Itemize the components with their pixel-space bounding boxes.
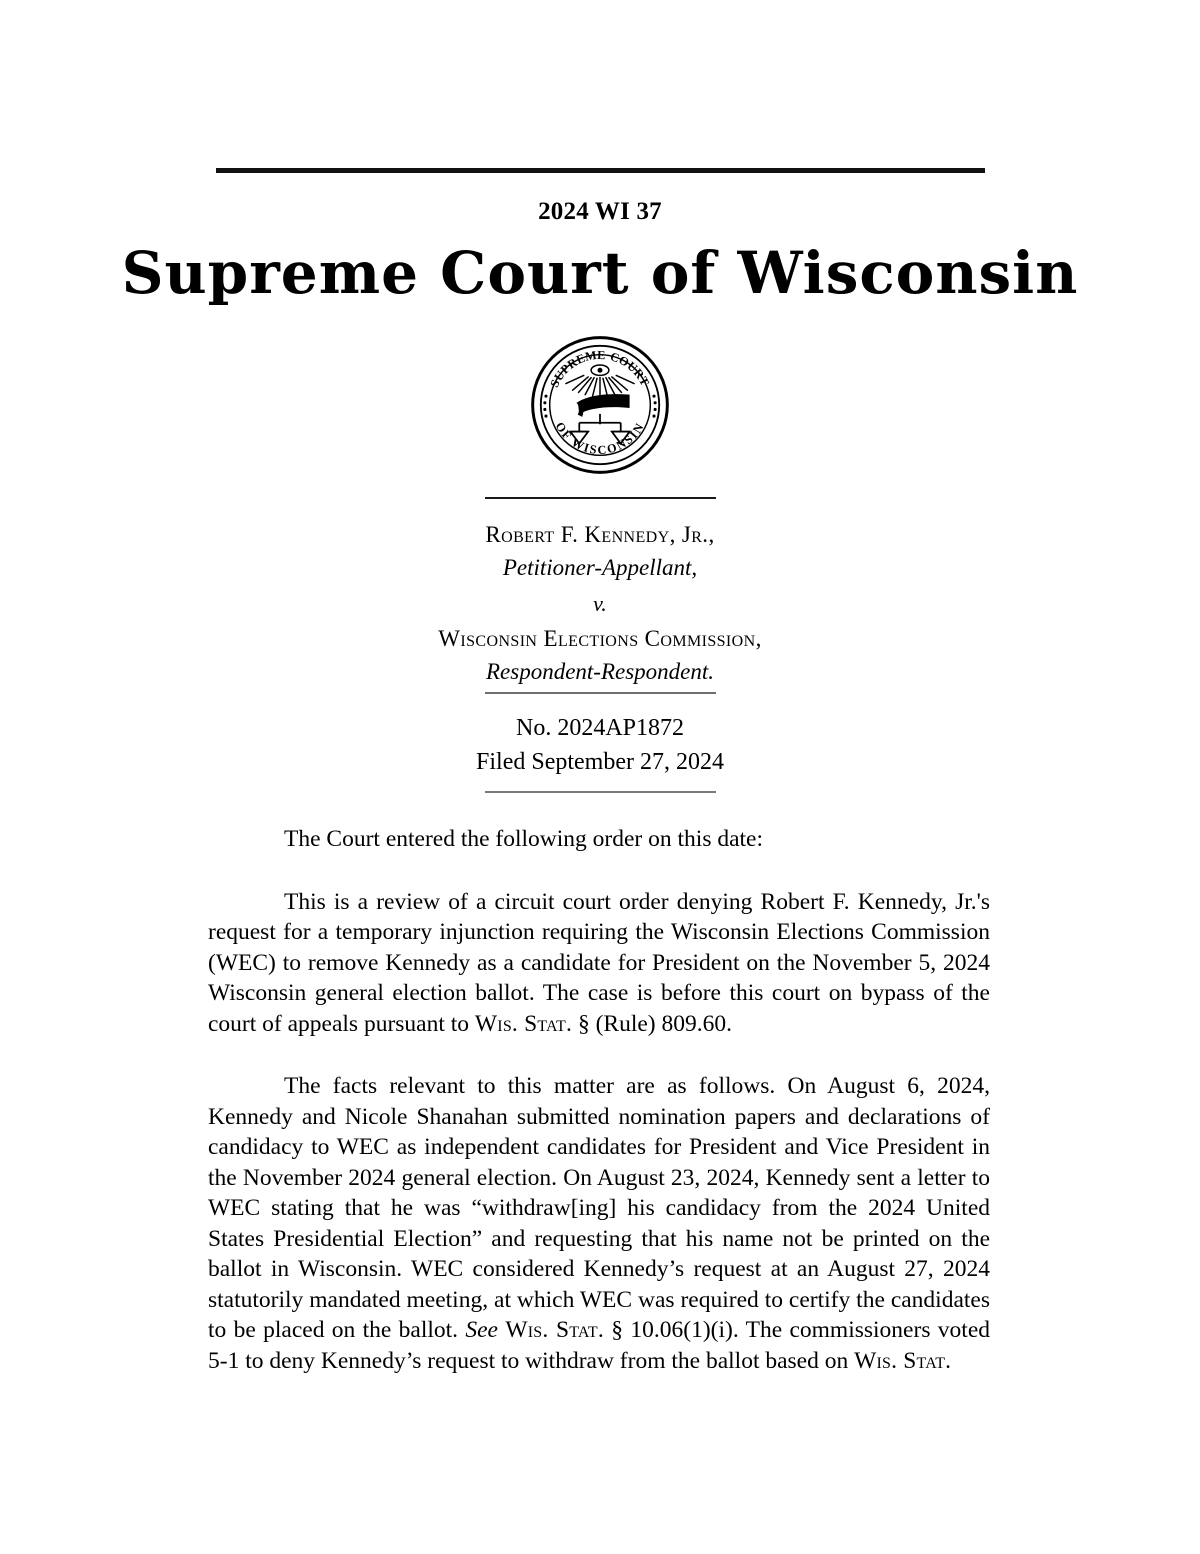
para1-part2: § (Rule) 809.60. [572,1010,732,1037]
seal-top-text: SUPREME COURT [547,347,653,390]
court-seal-icon [526,331,674,479]
case-caption [0,518,1200,689]
para1-citation-1: Wis. Stat. [474,1010,573,1037]
seal-eye-of-providence [591,365,609,375]
para2-part2: § 10.06(1)(i). The commissioners voted 5-1 to deny Kennedy’s request to withdraw from the ballot based on [208,1317,991,1374]
seal-bottom-text: OF WISCONSIN [552,419,648,458]
petitioner-role: Petitioner-Appellant, [502,555,698,581]
caption-top-divider [485,497,716,499]
opinion-body [208,824,990,1376]
respondent-name: Wisconsin Elections Commission, [438,626,762,652]
para2-see-signal: See [465,1317,498,1343]
docket-bottom-divider [485,791,716,793]
filed-date: Filed September 27, 2024 [476,749,724,776]
seal-banner [576,394,629,417]
petitioner-name: Robert F. Kennedy, Jr., [485,522,715,547]
case-number: No. 2024AP1872 [515,715,684,741]
order-intro-text: The Court entered the following order on this date: [284,826,764,852]
opinion-citation: 2024 WI 37 [538,198,662,225]
caption-bottom-divider [485,692,716,694]
header-top-rule [216,168,985,173]
seal-rays [566,375,634,396]
body-paragraph-2 [208,1071,990,1376]
versus-label: v. [593,590,607,616]
order-intro-paragraph [208,824,990,855]
court-name-text: Supreme Court of Wisconsin [121,239,1079,307]
para1-part1: This is a review of a circuit court order denying Robert F. Kennedy, Jr.'s request for a temporary injunction requiring the Wisconsin Elections Commission (WEC) to remove Kennedy as a candidate for President on the November 5, 2024 Wisconsin general election ballot. The case is before this court on bypass of the court of appeals pursuant to [208,888,990,1037]
court-name [0,239,1200,307]
para2-citation-1: Wis. Stat. [505,1317,604,1343]
respondent-role: Respondent-Respondent. [485,659,715,685]
para2-citation-2: Wis. Stat. [854,1347,952,1374]
court-seal-container [0,331,1200,479]
body-paragraph-1 [208,887,990,1040]
docket-block [0,711,1200,779]
para2-part1: The facts relevant to this matter are as follows. On August 6, 2024, Kennedy and Nicole Shanahan submitted nomination papers and declarations of candidacy to WEC as independent candidates for President and Vice President in the November 2024 general election. On August 23, 2024, Kennedy sent a letter to WEC stating that he was “withdraw[ing] his candidacy from the 2024 United States Presidential Election” and requesting that his name not be printed on the ballot in Wisconsin. WEC considered Kennedy’s request at an August 27, 2024 statutorily mandated meeting, at which WEC was required to certify the candidates to be placed on the ballot. [208,1073,990,1343]
